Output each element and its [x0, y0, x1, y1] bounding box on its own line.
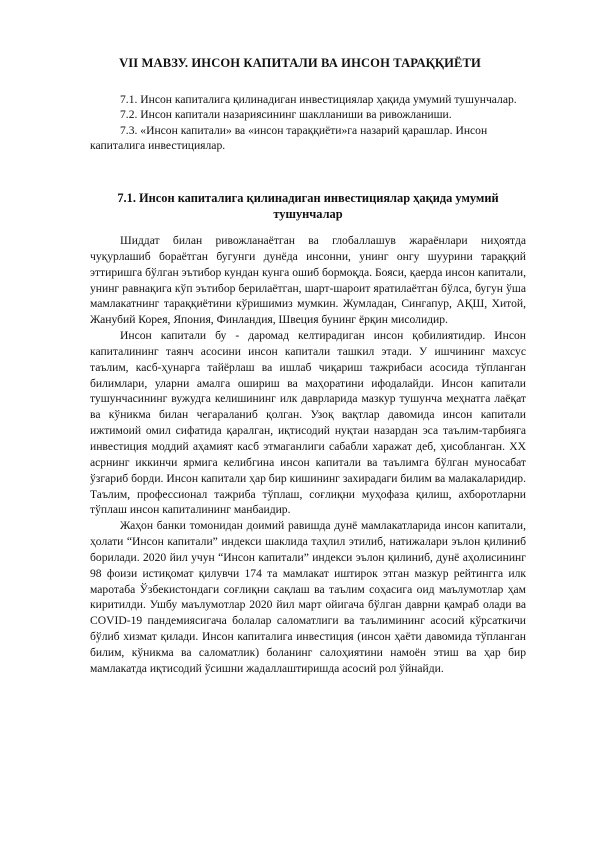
outline-item: 7.2. Инсон капитали назариясининг шаклланиши ва ривожланиши.	[120, 108, 452, 122]
section-heading: 7.1. Инсон капиталига қилинадиган инвестициялар ҳақида умумий тушунчалар	[117, 191, 499, 221]
topic-outline	[90, 92, 526, 154]
section-body	[90, 233, 526, 677]
body-paragraph: Шиддат билан ривожланаётган ва глобаллашув жараёнлари ниҳоятда чуқурлашиб бораётган бугунги дунёда инсонни, унинг онгу шуурини тараққий эттиришга бўлган эътибор кундан кунга ошиб бормоқда. Бояси, қаерда инсон капитали, унинг равнақига кўп эътибор берилаётган, шарт-шароит яратилаётган бўлса, бугун ўша мамлакатнинг тараққиётини кўришимиз мумкин. Жумладан, Сингапур, АҚШ, Хитой, Жанубий Корея, Япония, Финландия, Швеция бунинг ёрқин мисолидир.	[90, 234, 526, 327]
outline-item: 7.1. Инсон капиталига қилинадиган инвестициялар ҳақида умумий тушунчалар.	[120, 93, 517, 106]
body-paragraph: Жаҳон банки томонидан доимий равишда дунё мамлакатларида инсон капитали, ҳолати “Инсон капитали” индекси шаклида таҳлил этилиб, натижалари эълон қилиниб борилади. 2020 йил учун “Инсон капитали” индекси эълон қилиниб, дунё аҳолисининг 98 фоизи истиқомат қилувчи 174 та мамлакат иштирок этган мазкур рейтингга илк маротаба Ўзбекистондаги соғлиқни сақлаш ва таълим соҳасига оид маълумотлар ҳам киритилди. Ушбу маълумотлар 2020 йил март ойигача бўлган даврни қамраб олади ва COVID-19 пандемиясигача болалар саломатлиги ва таълимининг асосий кўрсаткичи бўлиб хизмат қилади. Инсон капиталига инвестиция (инсон ҳаёти давомида тўпланган билим, кўникма ва саломатлик) боланинг салоҳиятини намоён этиш ва ҳар бир мамлакатда иқтисодий ўсишни жадаллаштиришда асосий рол ўйнайди.	[90, 519, 526, 675]
outline-item: 7.3. «Инсон капитали» ва «инсон тараққиёти»га назарий қарашлар. Инсон капиталига инвестициялар.	[90, 123, 488, 153]
body-paragraph: Инсон капитали бу - даромад келтирадиган инсон қобилиятидир. Инсон капиталининг таянч асосини инсон капитали ташкил этади. У ишчининг махсус таълим, касб-ҳунарга тайёрлаш ва ишлаб чиқариш тажрибаси асосида тўпланган билимлари, уларни амалга ошириш ва маҳоратини ифодалайди. Инсон капитали тушунчасининг вужудга келишининг илк даврларида мазкур тушунча меҳнатга лаёқат ва кўникма билан чегараланиб қолган. Узоқ вақтлар давомида инсон капитали ижтимоий омил сифатида қаралган, иқтисодий нуқтаи назардан эса таълим-тарбияга инвестиция моддий аҳамият касб этмаганлиги сабабли харажат деб, ҳисобланган. XX асрнинг иккинчи ярмига келибгина инсон капитали ва таълимга бўлган муносабат ўзгариб борди. Инсон капитали ҳар бир кишининг захирадаги билим ва малакаларидир. Таълим, профессионал тажриба тўплаш, соғлиқни муҳофаза қилиш, ахборотларни тўплаш инсон капиталининг манбаидир.	[90, 329, 526, 517]
chapter-title: VII МАВЗУ. ИНСОН КАПИТАЛИ ВА ИНСОН ТАРАҚҚИЁТИ	[119, 56, 481, 70]
